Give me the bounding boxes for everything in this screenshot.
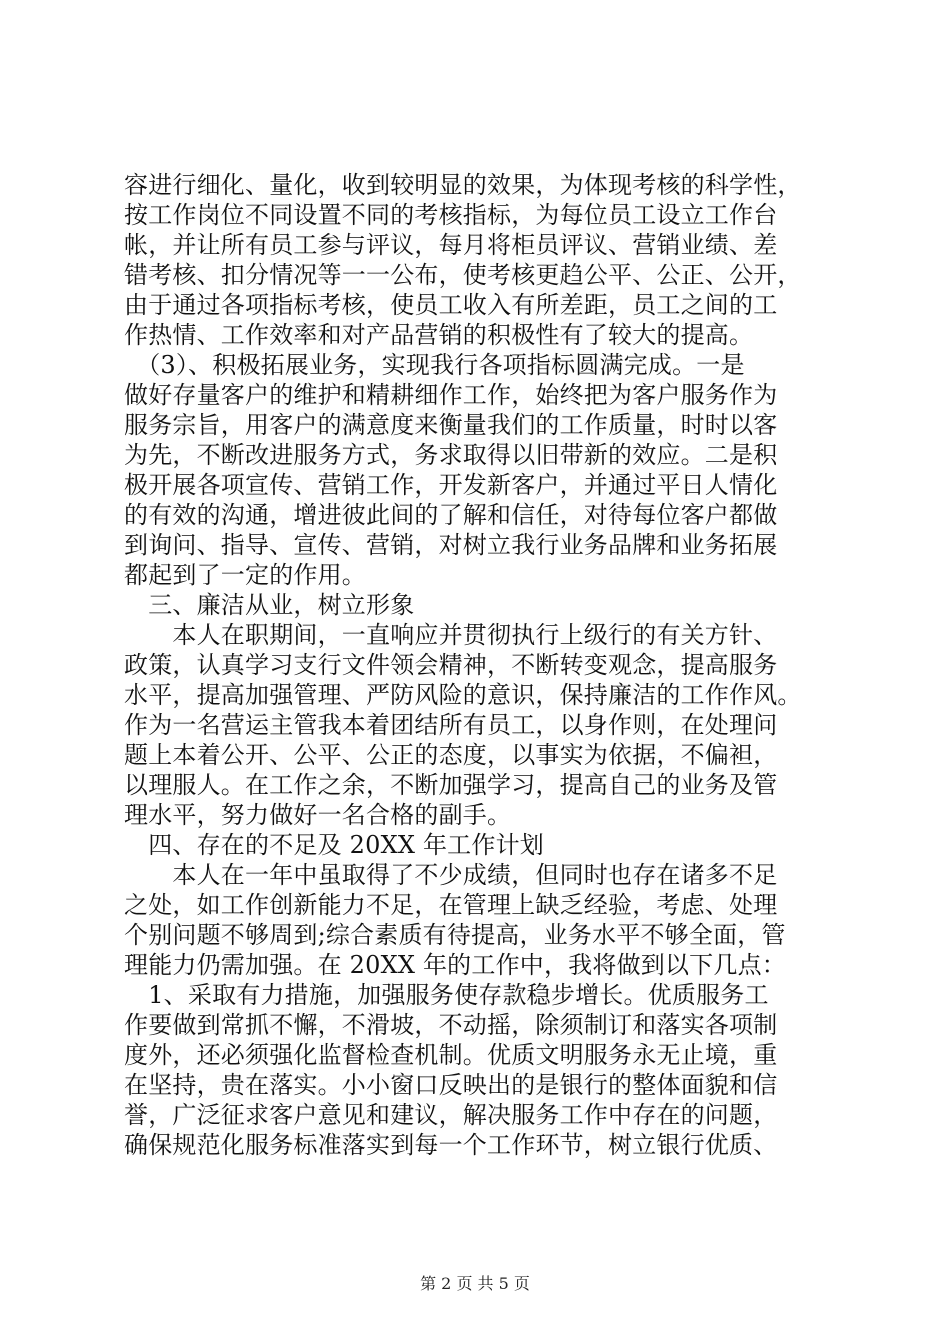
text-line: 做好存量客户的维护和精耕细作工作，始终把为客户服务作为 bbox=[124, 381, 778, 409]
text-line: 在坚持，贵在落实。小小窗口反映出的是银行的整体面貌和信 bbox=[124, 1071, 778, 1099]
text-line: 都起到了一定的作用。 bbox=[124, 561, 366, 589]
text-line: 政策，认真学习支行文件领会精神，不断转变观念，提高服务 bbox=[124, 651, 778, 679]
text-line: 错考核、扣分情况等一一公布，使考核更趋公平、公正、公开， bbox=[124, 261, 802, 289]
text-line: 的有效的沟通，增进彼此间的了解和信任，对待每位客户都做 bbox=[124, 501, 778, 529]
text-line: 容进行细化、量化，收到较明显的效果，为体现考核的科学性， bbox=[124, 171, 802, 199]
text-line: 之处，如工作创新能力不足，在管理上缺乏经验，考虑、处理 bbox=[124, 891, 778, 919]
text-line: 作要做到常抓不懈，不滑坡，不动摇，除须制订和落实各项制 bbox=[124, 1011, 778, 1039]
text-line: 作为一名营运主管我本着团结所有员工，以身作则，在处理问 bbox=[124, 711, 778, 739]
text-line: 个别问题不够周到;综合素质有待提高，业务水平不够全面，管 bbox=[124, 921, 786, 949]
text-line: 誉，广泛征求客户意见和建议，解决服务工作中存在的问题， bbox=[124, 1101, 778, 1129]
text-line: 度外，还必须强化监督检查机制。优质文明服务永无止境，重 bbox=[124, 1041, 778, 1069]
document-body bbox=[124, 170, 829, 1160]
text-line: 理水平，努力做好一名合格的副手。 bbox=[124, 801, 512, 829]
text-line: 作热情、工作效率和对产品营销的积极性有了较大的提高。 bbox=[124, 321, 754, 349]
text-line: 确保规范化服务标准落实到每一个工作环节，树立银行优质、 bbox=[124, 1131, 778, 1159]
text-line: 到询问、指导、宣传、营销，对树立我行业务品牌和业务拓展 bbox=[124, 531, 778, 559]
text-line: 按工作岗位不同设置不同的考核指标，为每位员工设立工作台 bbox=[124, 201, 778, 229]
section-heading: 四、存在的不足及 20XX 年工作计划 bbox=[124, 831, 544, 859]
text-line: 以理服人。在工作之余，不断加强学习，提高自己的业务及管 bbox=[124, 771, 778, 799]
text-line: 题上本着公开、公平、公正的态度，以事实为依据，不偏袒， bbox=[124, 741, 778, 769]
text-line: 理能力仍需加强。在 20XX 年的工作中，我将做到以下几点： bbox=[124, 951, 786, 979]
text-line: 为先，不断改进服务方式，务求取得以旧带新的效应。二是积 bbox=[124, 441, 778, 469]
section-heading: 三、廉洁从业，树立形象 bbox=[124, 591, 415, 619]
text-line: 1、采取有力措施，加强服务使存款稳步增长。优质服务工 bbox=[124, 981, 769, 1009]
text-line: 本人在一年中虽取得了不少成绩，但同时也存在诸多不足 bbox=[124, 861, 778, 889]
text-line: 水平，提高加强管理、严防风险的意识，保持廉洁的工作作风。 bbox=[124, 681, 802, 709]
text-line: 服务宗旨，用客户的满意度来衡量我们的工作质量，时时以客 bbox=[124, 411, 778, 439]
text-line: （3）、积极拓展业务，实现我行各项指标圆满完成。一是 bbox=[124, 351, 745, 379]
text-line: 由于通过各项指标考核，使员工收入有所差距，员工之间的工 bbox=[124, 291, 778, 319]
page-number-footer: 第 2 页 共 5 页 bbox=[420, 1274, 530, 1293]
text-line: 帐，并让所有员工参与评议，每月将柜员评议、营销业绩、差 bbox=[124, 231, 778, 259]
text-line: 本人在职期间，一直响应并贯彻执行上级行的有关方针、 bbox=[124, 621, 778, 649]
text-line: 极开展各项宣传、营销工作，开发新客户，并通过平日人情化 bbox=[124, 471, 778, 499]
